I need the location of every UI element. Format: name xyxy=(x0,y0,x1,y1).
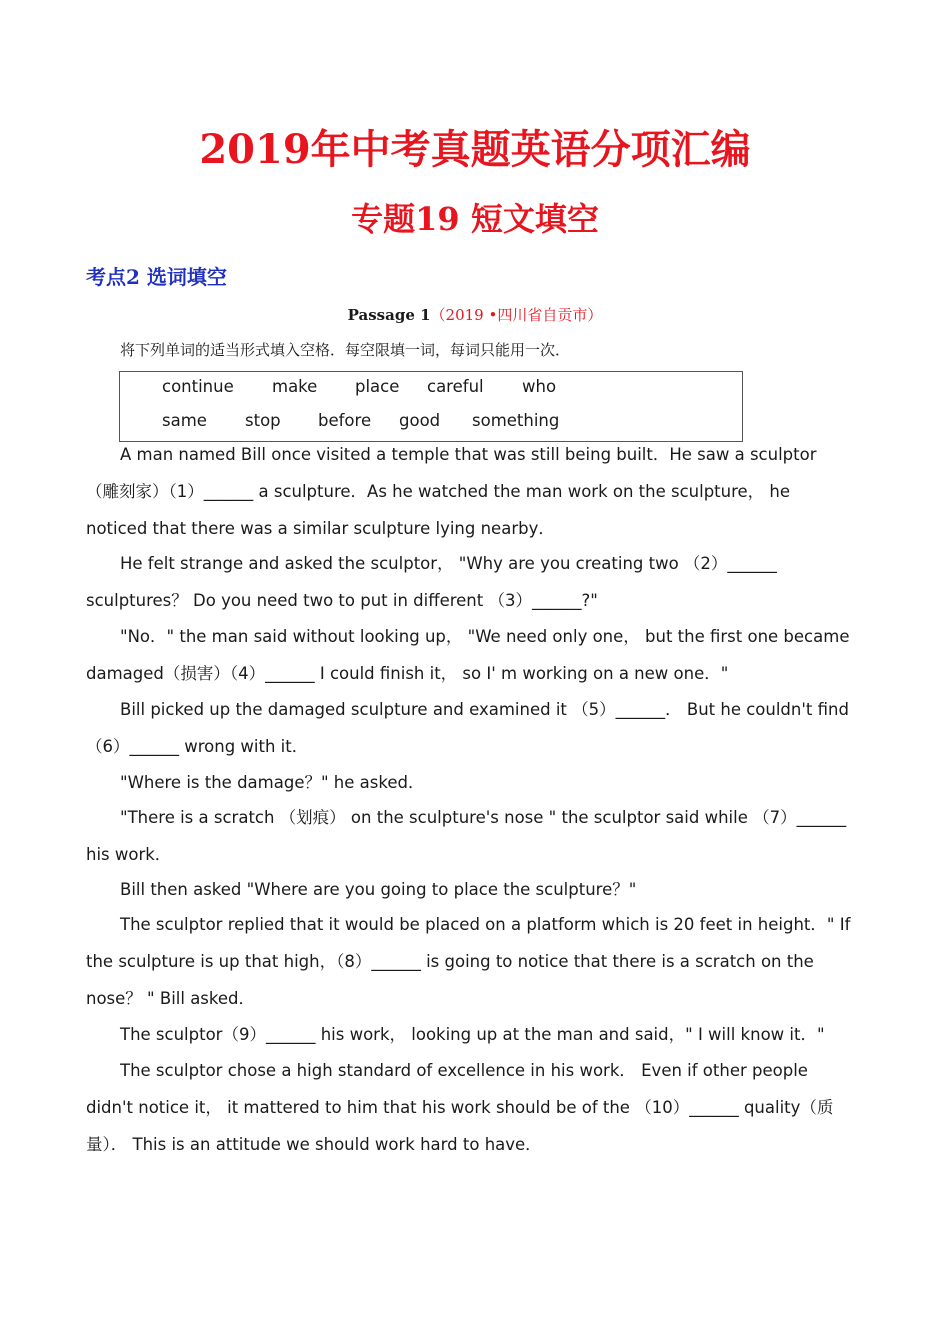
passage-line: 量）． This is an attitude we should work hard to have． xyxy=(86,1135,542,1154)
passage-line: didn't notice it， it mattered to him that his work should be of the （10）______ quality（质 xyxy=(86,1098,834,1117)
passage-line: nose？ " Bill asked． xyxy=(86,989,255,1008)
passage-line: （雕刻家）（1）______ a sculpture．As he watched the man work on the sculpture， he xyxy=(86,482,791,501)
passage-line: The sculptor chose a high standard of excellence in his work． Even if other people xyxy=(120,1061,808,1080)
passage-line: his work． xyxy=(86,845,172,864)
word-bank-box xyxy=(119,371,743,442)
passage-source: （2019 •四川省自贡市） xyxy=(430,306,603,324)
passage-line: damaged（损害）（4）______ I could finish it， so I' m working on a new one．" xyxy=(86,664,729,683)
word-item: make xyxy=(272,377,318,396)
passage-heading xyxy=(0,303,950,327)
word-item: before xyxy=(318,411,372,430)
passage-line: "Where is the damage？" he asked． xyxy=(120,773,425,792)
page-subtitle: 专题19 短文填空 xyxy=(351,200,599,238)
section-heading: 考点2 选词填空 xyxy=(86,265,227,289)
passage-line: sculptures？ Do you need two to put in different （3）______?" xyxy=(86,591,598,610)
word-item: place xyxy=(355,377,400,396)
passage-line: Bill picked up the damaged sculpture and examined it （5）______． But he couldn't find xyxy=(120,700,849,719)
word-item: good xyxy=(399,411,441,430)
word-item: continue xyxy=(162,377,234,396)
word-item: something xyxy=(472,411,560,430)
passage-line: the sculpture is up that high，（8）______ is going to notice that there is a scratch on the xyxy=(86,952,814,971)
instruction-text: 将下列单词的适当形式填入空格．每空限填一词，每词只能用一次． xyxy=(120,341,571,359)
passage-name: Passage 1 xyxy=(347,306,431,324)
passage-line: Bill then asked "Where are you going to place the sculpture？" xyxy=(120,880,637,899)
passage-line: noticed that there was a similar sculpture lying nearby． xyxy=(86,519,555,538)
word-item: careful xyxy=(427,377,484,396)
passage-line: "There is a scratch （划痕） on the sculpture's nose " the sculptor said while （7）______ xyxy=(120,808,847,827)
word-item: who xyxy=(522,377,557,396)
passage-line: A man named Bill once visited a temple that was still being built．He saw a sculptor xyxy=(120,445,817,464)
word-item: stop xyxy=(245,411,281,430)
passage-line: The sculptor replied that it would be placed on a platform which is 20 feet in height．" If xyxy=(120,915,851,934)
passage-line: （6）______ wrong with it． xyxy=(86,737,309,756)
passage-line: The sculptor（9）______ his work， looking up at the man and said，" I will know it．" xyxy=(120,1025,825,1044)
passage-line: He felt strange and asked the sculptor， "Why are you creating two （2）______ xyxy=(120,554,777,573)
word-item: same xyxy=(162,411,207,430)
page-title: 2019年中考真题英语分项汇编 xyxy=(199,126,751,173)
passage-line: "No．" the man said without looking up， "We need only one， but the first one became xyxy=(120,627,850,646)
